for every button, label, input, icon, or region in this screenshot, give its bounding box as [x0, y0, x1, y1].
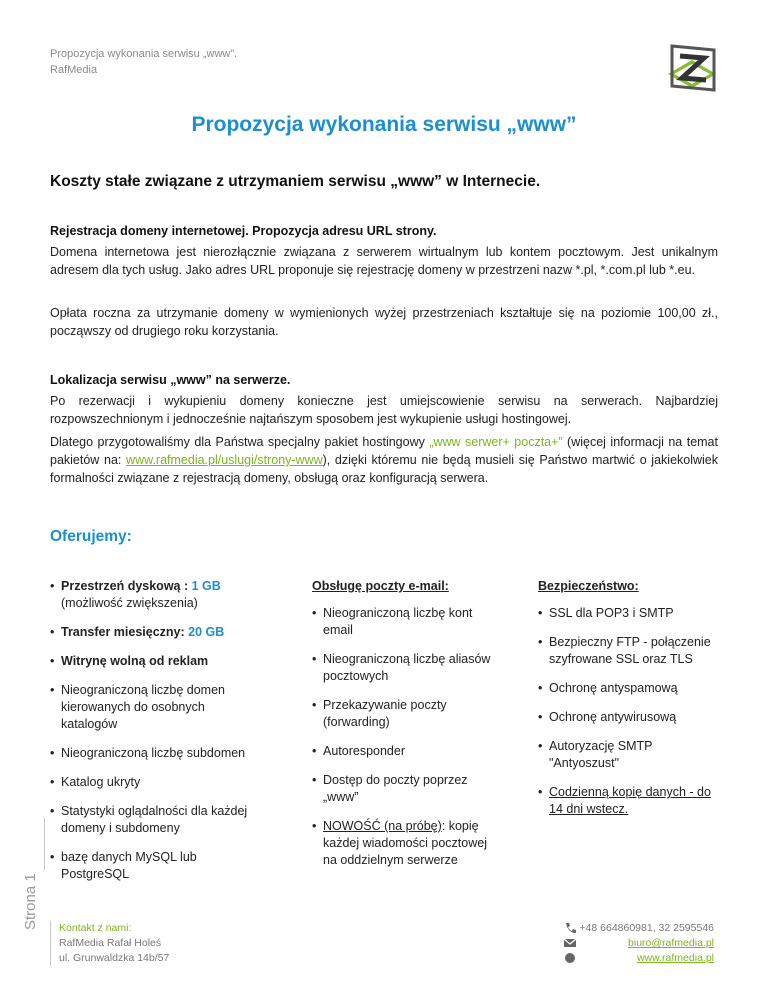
list-item: • Nieograniczoną liczbę kont email	[312, 605, 502, 639]
offer-new-feature	[312, 818, 502, 869]
list-item: • Katalog ukryty	[50, 774, 260, 791]
offer-column-security	[538, 578, 718, 830]
hosting-p2-text-c: ), dzięki któremu nie będą musieli się Państwo martwić o jakiekolwiek formalności związane z rejestracją domeny, obsługą oraz konfiguracją serwera.	[50, 453, 718, 485]
email-link[interactable]: biuro@rafmedia.pl	[628, 937, 714, 949]
list-item: • Przekazywanie poczty (forwarding)	[312, 697, 502, 731]
hosting-heading: Lokalizacja serwisu „www” na serwerze.	[50, 373, 291, 387]
offer-heading: Oferujemy:	[50, 528, 132, 545]
list-item: • Nieograniczoną liczbę subdomen	[50, 745, 260, 762]
list-item: • Autoryzację SMTP "Antyoszust"	[538, 738, 718, 772]
list-item: • Dostęp do poczty poprzez „www”	[312, 772, 502, 806]
email-heading: Obsługę poczty e-mail:	[312, 579, 449, 593]
hosting-paragraph-1: Po rezerwacji i wykupieniu domeny konieczne jest umiejscowienie serwisu na serwerach. Najbardziej rozpowszechnionym i jednocześnie najtańszym sposobem jest wykupienie usługi hostingowej.	[50, 394, 718, 426]
list-item: • Ochronę antywirusową	[538, 709, 718, 726]
side-divider	[44, 818, 45, 870]
hosting-packages-link[interactable]: www.rafmedia.pl/uslugi/strony-www	[126, 453, 323, 467]
footer-contact-details	[579, 921, 714, 966]
rafmedia-logo-icon	[664, 40, 720, 96]
hosting-p2-text-b: (więcej informacji na temat pakietów na:	[50, 435, 718, 467]
footer-contact	[50, 921, 169, 966]
phone-icon	[563, 922, 577, 934]
globe-icon	[563, 952, 577, 964]
offer-column-email	[312, 578, 502, 881]
page-title: Propozycja wykonania serwisu „www”	[191, 113, 577, 136]
list-item: • Bezpieczny FTP - połączenie szyfrowane SSL oraz TLS	[538, 634, 718, 668]
envelope-icon	[563, 937, 577, 949]
list-item: • Nieograniczoną liczbę domen kierowanych do osobnych katalogów	[50, 682, 260, 733]
hosting-package-name: „www serwer+ poczta+”	[429, 435, 563, 449]
offer-column-hosting	[50, 578, 260, 895]
page-number: Strona 1	[22, 873, 39, 930]
domain-heading: Rejestracja domeny internetowej. Propozycja adresu URL strony.	[50, 224, 437, 238]
contact-label: Kontakt z nami:	[59, 922, 132, 934]
list-item: • Autoresponder	[312, 743, 502, 760]
hosting-paragraph-2	[50, 433, 718, 487]
list-item-text: Witrynę wolną od reklam	[61, 654, 209, 668]
header-doc-title: Propozycja wykonania serwisu „www”.	[50, 48, 238, 60]
transfer-label: Transfer miesięczny:	[61, 625, 189, 639]
offer-no-ads	[50, 653, 260, 670]
company-address: ul. Grunwaldzka 14b/57	[59, 952, 170, 964]
costs-heading: Koszty stałe związane z utrzymaniem serwisu „www” w Internecie.	[50, 173, 541, 190]
domain-paragraph-2: Opłata roczna za utrzymanie domeny w wymienionych wyżej przestrzeniach kształtuje się na poziomie 100,00 zł., począwszy od drugiego roku korzystania.	[50, 306, 718, 338]
new-label: NOWOŚĆ (na próbę)	[323, 819, 442, 833]
disk-value: 1 GB	[191, 579, 221, 593]
offer-transfer	[50, 624, 260, 641]
header-company: RafMedia	[50, 64, 98, 76]
domain-paragraph-1: Domena internetowa jest nierozłącznie związana z serwerem wirtualnym lub kontem pocztowym. Jest unikalnym adresem dla tych usług. Jako adres URL proponuje się rejestrację domeny w przestrzeni nazw *.pl, *.com.pl lub *.eu.	[50, 245, 718, 277]
disk-note: (możliwość zwiększenia)	[61, 596, 198, 610]
transfer-value: 20 GB	[188, 625, 225, 639]
page-header	[50, 46, 237, 78]
security-heading: Bezpieczeństwo:	[538, 579, 639, 593]
list-item: • SSL dla POP3 i SMTP	[538, 605, 718, 622]
disk-label: Przestrzeń dyskową :	[61, 579, 192, 593]
website-link[interactable]: www.rafmedia.pl	[636, 952, 714, 964]
hosting-p2-text-a: Dlatego przygotowaliśmy dla Państwa specjalny pakiet hostingowy	[50, 435, 430, 449]
list-item: • Ochronę antyspamową	[538, 680, 718, 697]
list-item: • Nieograniczoną liczbę aliasów pocztowych	[312, 651, 502, 685]
phone-numbers: +48 664860981, 32 2595546	[579, 922, 714, 934]
new-text: : kopię każdej wiadomości pocztowej na oddzielnym serwerze	[323, 819, 487, 867]
offer-backup: • Codzienną kopię danych - do 14 dni wstecz.	[538, 784, 718, 818]
list-item: • Statystyki oglądalności dla każdej domeny i subdomeny	[50, 803, 260, 837]
company-name: RafMedia Rafał Holeś	[59, 937, 162, 949]
list-item: • bazę danych MySQL lub PostgreSQL	[50, 849, 260, 883]
offer-disk-space	[50, 578, 260, 612]
